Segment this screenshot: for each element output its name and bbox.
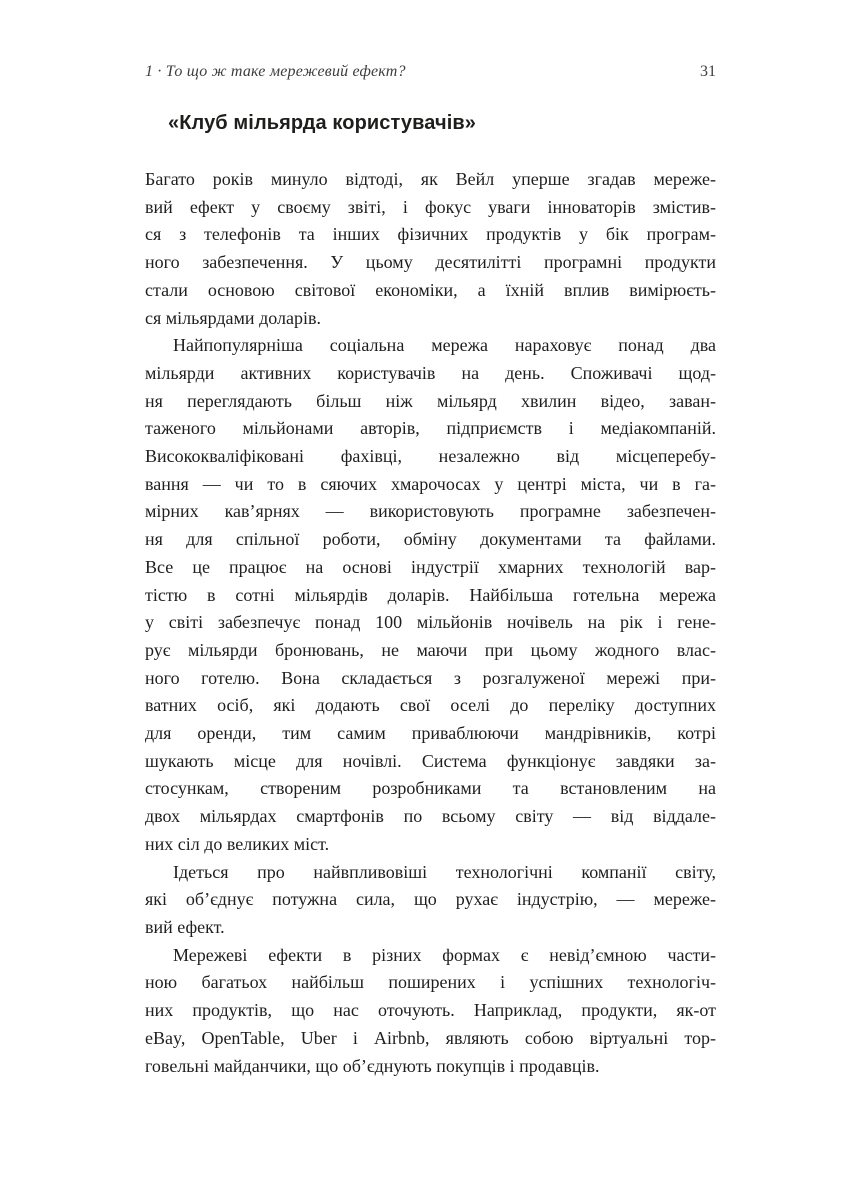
text-line: ватних осіб, які додають свої оселі до переліку доступних (145, 695, 716, 716)
text-line: вий ефект у своєму звіті, і фокус уваги інноваторів змістив- (145, 196, 716, 217)
text-line: Мережеві ефекти в різних формах є невід’ємною части- (173, 944, 716, 965)
text-line: ня переглядають більш ніж мільярд хвилин відео, заван- (145, 390, 716, 411)
body-text (145, 166, 716, 1080)
paragraph (145, 859, 716, 942)
text-line: таженого мільйонами авторів, підприємств і медіакомпаній. (145, 418, 716, 439)
page-number: 31 (700, 63, 716, 80)
paragraph (145, 332, 716, 858)
chapter-header-text: 1 · То що ж таке мережевий ефект? (145, 63, 406, 80)
text-line: Ідеться про найвпливовіші технологічні компанії світу, (173, 861, 716, 882)
text-line: мільярди активних користувачів на день. Споживачі щод- (145, 362, 716, 383)
text-line: ного забезпечення. У цьому десятилітті програмні продукти (145, 252, 716, 273)
paragraph (145, 942, 716, 1081)
text-line: які об’єднує потужна сила, що рухає індустрію, — мереже- (145, 889, 716, 910)
text-line: тістю в сотні мільярдів доларів. Найбільша готельна мережа (145, 584, 716, 605)
text-line: говельні майданчики, що об’єднують покупців і продавців. (145, 1055, 600, 1076)
running-header (145, 63, 716, 81)
paragraph (145, 166, 716, 332)
text-line: ня для спільної роботи, обміну документами та файлами. (145, 529, 716, 550)
text-line: них продуктів, що нас оточують. Наприклад, продукти, як-от (145, 1000, 716, 1021)
text-line: Висококваліфіковані фахівці, незалежно від місцеперебу- (145, 446, 716, 467)
text-line: мірних кав’ярнях — використовують програмне забезпечен- (145, 501, 716, 522)
text-line: ся мільярдами доларів. (145, 307, 321, 328)
text-line: стали основою світової економіки, а їхній вплив вимірюєть- (145, 279, 716, 300)
text-line: Багато років минуло відтоді, як Вейл уперше згадав мереже- (145, 169, 716, 189)
text-line: стосункам, створеним розробниками та встановленим на (145, 778, 716, 799)
text-line: двох мільярдах смартфонів по всьому світу — від віддале- (145, 806, 716, 827)
text-line: для оренди, тим самим приваблюючи мандрівників, котрі (145, 723, 716, 744)
text-line: рує мільярди бронювань, не маючи при цьому жодного влас- (145, 639, 716, 660)
section-heading: «Клуб мільярда користувачів» (168, 112, 476, 134)
text-line: них сіл до великих міст. (145, 833, 330, 854)
text-line: Все це працює на основі індустрії хмарних технологій вар- (145, 556, 716, 577)
text-line: вання — чи то в сяючих хмарочосах у центрі міста, чи в га- (145, 473, 716, 494)
text-line: вий ефект. (145, 916, 225, 937)
text-line: ного готелю. Вона складається з розгалуженої мережі при- (145, 667, 716, 688)
text-line: шукають місце для ночівлі. Система функціонує завдяки за- (145, 750, 716, 771)
text-line: у світі забезпечує понад 100 мільйонів ночівель на рік і гене- (145, 612, 716, 633)
text-line: Найпопулярніша соціальна мережа нараховує понад два (173, 335, 716, 356)
text-line: eBay, OpenTable, Uber і Airbnb, являють собою віртуальні тор- (145, 1027, 716, 1048)
text-line: ся з телефонів та інших фізичних продуктів у бік програм- (145, 224, 716, 245)
text-line: ною багатьох найбільш поширених і успішних технологіч- (145, 972, 716, 993)
